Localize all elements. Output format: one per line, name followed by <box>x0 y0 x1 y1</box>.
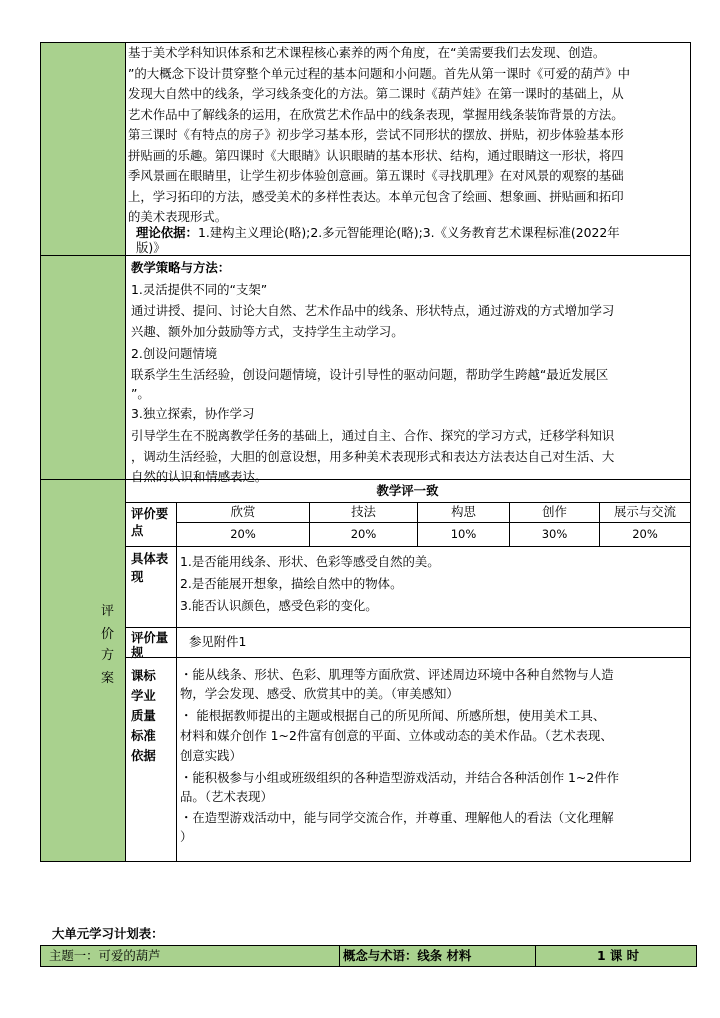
strategy-line: 1.灵活提供不同的“支架” <box>131 282 268 297</box>
side-char: 价 <box>101 627 115 642</box>
strategy-line: 3.独立探索，协作学习 <box>131 406 255 421</box>
intro-line: 基于美术学科知识体系和艺术课程核心素养的两个角度，在“美需要我们去发现、创造。 <box>128 45 606 60</box>
side-char: 评 <box>101 604 115 619</box>
col-header-appreciation: 欣赏 <box>230 504 256 519</box>
intro-line: 艺术作品中了解线条的运用，在欣赏艺术作品中的线条表现，掌握用线条装饰背景的方法。 <box>128 106 624 122</box>
theory-label: 理论依据： <box>136 225 198 240</box>
intro-line: 的美术表现形式。 <box>128 209 228 224</box>
intro-line: 上，学习拓印的方法，感受美术的多样性表达。本单元包含了绘画、想象画、拼贴画和拓印 <box>128 188 624 204</box>
rubric-value: 参见附件1 <box>189 634 247 649</box>
plan-concept: 概念与术语：线条 材料 <box>343 948 472 963</box>
weight-creation: 30% <box>541 527 568 541</box>
plan-theme: 主题一：可爱的葫芦 <box>49 948 161 963</box>
rubric-label-line: 评价量 <box>131 630 169 645</box>
strategy-line: 通过讲授、提问、讨论大自然、艺术作品中的线条、形状特点，通过游戏的方式增加学习 <box>131 303 615 318</box>
evaluation-grid <box>125 480 690 861</box>
theory-text: 1.建构主义理论(略);2.多元智能理论(略);3.《义务教育艺术课程标准(2022年 <box>197 225 620 240</box>
standard-line: 创意实践） <box>180 748 242 763</box>
col-header-technique: 技法 <box>351 504 376 519</box>
specific-label-line: 具体表 <box>131 551 169 566</box>
standard-line: ・能积极参与小组或班级组织的各种造型游戏活动，并结合各种活创作 1~2件作 <box>180 770 619 785</box>
weight-presentation: 20% <box>632 527 658 541</box>
standard-label-line: 学业 <box>131 688 156 703</box>
unit-design-table <box>40 42 691 862</box>
standard-line: ・ 能根据教师提出的主题或根据自己的所见所闻、所感所想，使用美术工具、 <box>180 708 606 723</box>
specific-item: 2.是否能展开想象，描绘自然中的物体。 <box>180 576 403 591</box>
plan-hours: 1 课 时 <box>597 948 640 963</box>
eval-table-title: 教学评一致 <box>376 483 439 498</box>
intro-line: 第三课时《有特点的房子》初步学习基本形，尝试不同形状的摆放、拼贴，初步体验基本形 <box>128 127 624 142</box>
strategy-heading: 教学策略与方法： <box>131 260 231 275</box>
intro-line: 发现大自然中的线条，学习线条变化的方法。第二课时《葫芦娃》在第一课时的基础上，从 <box>128 86 624 101</box>
strategy-line: 联系学生生活经验，创设问题情境，设计引导性的驱动问题，帮助学生跨越“最近发展区 <box>131 367 609 382</box>
intro-line: ”的大概念下设计贯穿整个单元过程的基本问题和小问题。首先从第一课时《可爱的葫芦》中 <box>128 65 631 81</box>
standard-label-line: 标准 <box>131 728 156 743</box>
standard-label-line: 质量 <box>131 708 156 723</box>
evaluation-side-label <box>41 480 125 863</box>
specific-item: 1.是否能用线条、形状、色彩等感受自然的美。 <box>180 554 440 569</box>
plan-divider <box>535 946 536 966</box>
strategy-line: 自然的认识和情感表达。 <box>131 469 268 484</box>
points-label <box>131 505 168 539</box>
standard-line: 物，学会发现、感受、欣赏其中的美。（审美感知） <box>180 686 459 701</box>
standard-label <box>131 666 156 766</box>
theory-line <box>136 223 620 244</box>
side-char: 案 <box>101 671 115 686</box>
standard-line: ・在造型游戏活动中，能与同学交流合作，并尊重、理解他人的看法（文化理解 <box>180 810 614 825</box>
col-header-creation: 创作 <box>542 504 567 519</box>
standard-line: ・能从线条、形状、色彩、肌理等方面欣赏、评述周边环境中各种自然物与人造 <box>180 667 614 682</box>
strategy-line: 兴趣、额外加分鼓励等方式，支持学生主动学习。 <box>131 324 404 339</box>
strategy-line: ”。 <box>131 386 150 401</box>
specific-item: 3.能否认识颜色，感受色彩的变化。 <box>180 598 378 613</box>
col-header-presentation: 展示与交流 <box>614 504 676 519</box>
plan-table-row <box>40 945 697 967</box>
specific-label <box>131 550 168 586</box>
specific-label-line: 现 <box>131 569 144 584</box>
strategy-line: 引导学生在不脱离教学任务的基础上，通过自主、合作、探究的学习方式，迁移学科知识 <box>131 428 615 443</box>
theory-line-2: 版)》 <box>136 240 166 255</box>
standard-label-line: 课标 <box>131 668 156 683</box>
weight-appreciation: 20% <box>230 527 256 541</box>
plan-title: 大单元学习计划表： <box>52 926 164 941</box>
intro-line: 拼贴画的乐趣。第四课时《大眼睛》认识眼睛的基本形状、结构，通过眼睛这一形状，将四 <box>128 147 624 163</box>
intro-line: 季风景画在眼睛里，让学生初步体验创意画。第五课时《寻找肌理》在对风景的观察的基础 <box>128 168 624 183</box>
standard-line: ） <box>180 829 193 844</box>
col-header-concept: 构思 <box>451 504 476 519</box>
standard-line: 材料和媒介创作 1~2件富有创意的平面、立体或动态的美术作品。（艺术表现、 <box>180 728 613 743</box>
strategy-line: ，调动生活经验，大胆的创意设想，用多种美术表现形式和表达方法表达自己对生活、大 <box>131 449 615 464</box>
rubric-label-line: 规 <box>131 645 144 660</box>
side-char: 方 <box>101 648 115 663</box>
standard-line: 品。（艺术表现） <box>180 789 273 804</box>
strategy-line: 2.创设问题情境 <box>131 346 218 361</box>
weight-technique: 20% <box>350 527 377 541</box>
weight-concept: 10% <box>450 527 477 541</box>
points-label-line: 点 <box>131 523 144 538</box>
plan-divider <box>339 946 340 966</box>
standard-label-line: 依据 <box>131 748 156 763</box>
points-label-line: 评价要 <box>131 506 169 521</box>
rubric-label <box>131 630 168 660</box>
